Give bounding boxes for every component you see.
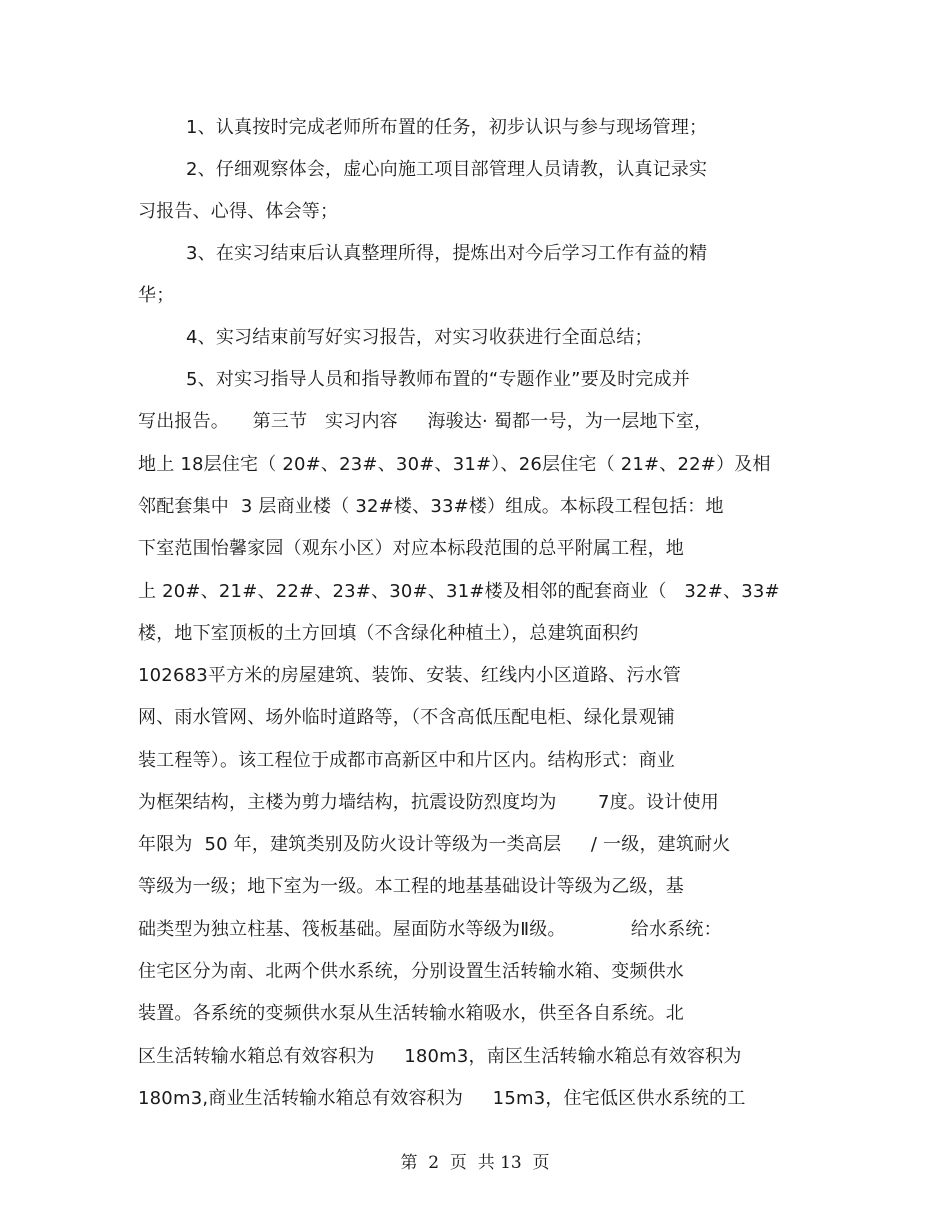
text-line: 网、雨水管网、场外临时道路等，（不含高低压配电柜、绿化景观铺 <box>138 707 675 728</box>
text-line: 5、对实习指导人员和指导教师布置的“专题作业”要及时完成并 <box>186 369 690 390</box>
text-line: 习报告、心得、体会等； <box>138 201 339 222</box>
text-line: 楼，地下室顶板的土方回填（不含绿化种植土），总建筑面积约 <box>138 623 639 644</box>
text-line: 装置。各系统的变频供水泵从生活转输水箱吸水，供至各自系统。北 <box>138 1003 684 1024</box>
text-line: 2、仔细观察体会，虚心向施工项目部管理人员请教，认真记录实 <box>186 159 708 180</box>
text-line: 1、认真按时完成老师所布置的任务，初步认识与参与现场管理； <box>186 117 708 138</box>
text-line: 4、实习结束前写好实习报告，对实习收获进行全面总结； <box>186 327 653 348</box>
text-line: 等级为一级；地下室为一级。本工程的地基基础设计等级为乙级，基 <box>138 876 684 897</box>
text-line: 写出报告。 第三节 实习内容 海骏达· 蜀都一号，为一层地下室， <box>138 411 713 432</box>
text-line: 邻配套集中 3 层商业楼（ 32#楼、33#楼）组成。本标段工程包括：地 <box>138 496 724 517</box>
text-line: 住宅区分为南、北两个供水系统，分别设置生活转输水箱、变频供水 <box>138 961 684 982</box>
text-line: 102683平方米的房屋建筑、装饰、安装、红线内小区道路、污水管 <box>138 665 682 686</box>
text-line: 为框架结构，主楼为剪力墙结构，抗震设防烈度均为 7度。设计使用 <box>138 792 719 813</box>
page-number-footer: 第 2 页 共 13 页 <box>400 1153 550 1173</box>
text-line: 装工程等）。该工程位于成都市高新区中和片区内。结构形式：商业 <box>138 750 675 771</box>
text-line: 华； <box>138 285 175 306</box>
text-line: 3、在实习结束后认真整理所得，提炼出对今后学习工作有益的精 <box>186 243 708 264</box>
text-line: 地上 18层住宅（ 20#、23#、30#、31#）、26层住宅（ 21#、22#）及相 <box>138 454 771 475</box>
text-line: 上 20#、21#、22#、23#、30#、31#楼及相邻的配套商业（ 32#、33# <box>138 581 780 602</box>
text-line: 180m3,商业生活转输水箱总有效容积为 15m3，住宅低区供水系统的工 <box>138 1088 746 1109</box>
text-line: 区生活转输水箱总有效容积为 180m3，南区生活转输水箱总有效容积为 <box>138 1046 742 1067</box>
text-line: 年限为 50 年，建筑类别及防火设计等级为一类高层 / 一级，建筑耐火 <box>138 834 731 855</box>
text-line: 下室范围怡馨家园（观东小区）对应本标段范围的总平附属工程，地 <box>138 538 684 559</box>
text-line: 础类型为独立柱基、筏板基础。屋面防水等级为Ⅱ级。 给水系统： <box>138 919 722 940</box>
